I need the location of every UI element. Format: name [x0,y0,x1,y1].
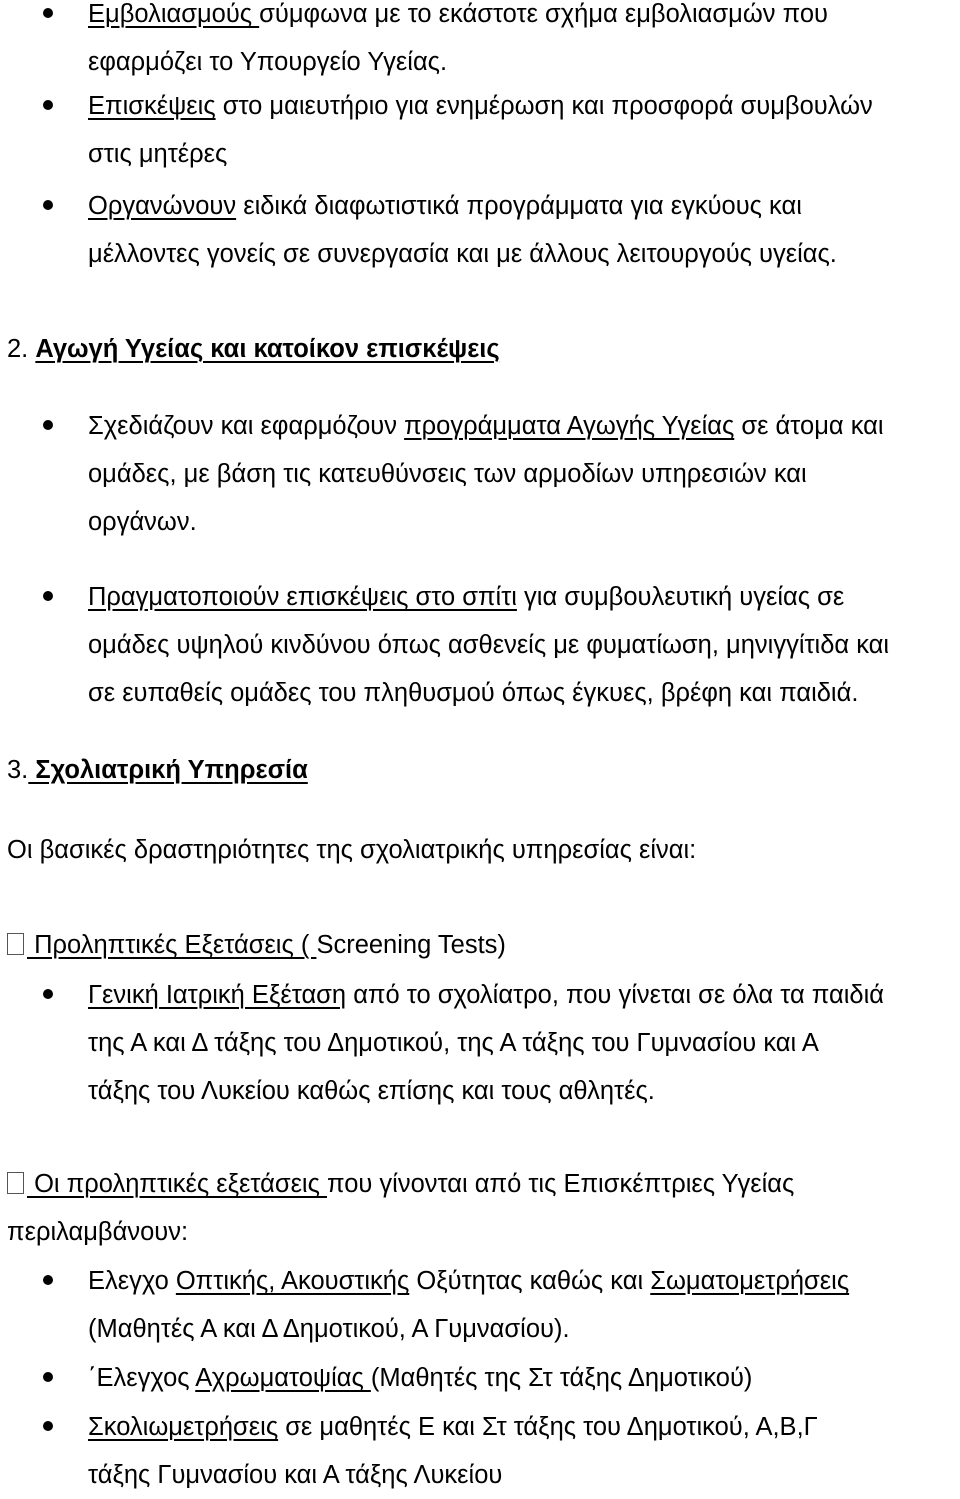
underlined-term: Γενική Ιατρική Εξέταση [88,981,347,1009]
bullet-color-blindness [88,1354,956,1402]
bullet-text-line3: τάξης του Λυκείου καθώς επίσης και τους αθλητές. [88,1077,655,1105]
bullet-dot [43,1372,53,1382]
bullet-text: Σχεδιάζουν και εφαρμόζουν [88,412,405,440]
subsection-text-line2: περιλαμβάνουν: [7,1218,189,1246]
underlined-term: Πραγματοποιούν επισκέψεις στο σπίτι [88,583,517,611]
bullet-dot [43,989,53,999]
bullet-scoliosis [88,1403,956,1499]
bullet-health-education [88,402,956,546]
bullet-text-line2: τάξης Γυμνασίου και Α τάξης Λυκείου [88,1461,503,1489]
bullet-text: Ελεγχο [88,1267,176,1295]
bullet-dot [43,1275,53,1285]
bullet-text-line2: ομάδες, με βάση τις κατευθύνσεις των αρμοδίων υπηρεσιών και [88,460,807,488]
bullet-text-line2: εφαρμόζει το Υπουργείο Υγείας. [88,48,448,76]
bullet-dot [43,100,53,110]
bullet-text: στο μαιευτήριο για ενημέρωση και προσφορά συμβουλών [215,92,873,120]
bullet-text: Οξύτητας καθώς και [409,1267,651,1295]
bullet-text: σε άτομα και [734,412,884,440]
heading-title: Αγωγή Υγείας και κατοίκον επισκέψεις [35,335,500,363]
bullet-dot [43,420,53,430]
bullet-dot [43,1421,53,1431]
section-heading-3 [7,746,957,794]
bullet-vaccinations [88,0,956,86]
heading-number: 2. [7,335,36,363]
bullet-general-exam [88,971,956,1115]
underlined-term: Οπτικής, Ακουστικής [175,1267,410,1295]
bullet-dot [43,200,53,210]
heading-title: Σχολιατρική Υπηρεσία [28,756,308,784]
subsection-screening [7,921,957,969]
bullet-text: από το σχολίατρο, που γίνεται σε όλα τα παιδιά [346,981,885,1009]
bullet-text-line2: ομάδες υψηλού κινδύνου όπως ασθενείς με φυματίωση, μηνιγγίτιδα και [88,631,890,659]
subsection-text: Screening Tests) [316,931,506,959]
bullet-text-line2: μέλλοντες γονείς σε συνεργασία και με άλλους λειτουργούς υγείας. [88,240,837,268]
bullet-text-line3: σε ευπαθείς ομάδες του πληθυσμού όπως έγκυες, βρέφη και παιδιά. [88,679,859,707]
underlined-term: Προληπτικές Εξετάσεις ( [27,931,317,959]
subsection-text: που γίνονται από τις Επισκέπτριες Υγείας [326,1170,795,1198]
section-heading-2 [7,325,957,373]
bullet-dot [43,8,53,18]
underlined-term: Οι προληπτικές εξετάσεις [27,1170,327,1198]
intro-paragraph [7,826,957,874]
subsection-preventive-exams [7,1160,957,1256]
underlined-term: Σωματομετρήσεις [650,1267,850,1295]
underlined-term: προγράμματα Αγωγής Υγείας [404,412,735,440]
bullet-text-line2: στις μητέρες [88,140,228,168]
bullet-text-line3: οργάνων. [88,508,197,536]
bullet-text-line2: (Μαθητές Α και Δ Δημοτικού, Α Γυμνασίου). [88,1315,570,1343]
intro-text: Οι βασικές δραστηριότητες της σχολιατρικής υπηρεσίας είναι: [7,836,697,864]
heading-number: 3. [7,756,29,784]
bullet-home-visits [88,573,956,717]
bullet-text: για συμβουλευτική υγείας σε [516,583,845,611]
missing-glyph-box-icon [7,1172,24,1194]
bullet-programs [88,182,956,278]
underlined-term: Εμβολιασμούς [88,0,260,28]
bullet-dot [43,591,53,601]
bullet-text: ΄Ελεγχος [88,1364,196,1392]
bullet-text: (Μαθητές της Στ τάξης Δημοτικού) [370,1364,753,1392]
bullet-text-line2: της Α και Δ τάξης του Δημοτικού, της Α τάξης του Γυμνασίου και Α [88,1029,819,1057]
underlined-term: Σκολιωμετρήσεις [88,1413,279,1441]
bullet-text: σε μαθητές Ε και Στ τάξης του Δημοτικού, Α,Β,Γ [278,1413,818,1441]
underlined-term: Επισκέψεις [88,92,216,120]
underlined-term: Οργανώνουν [88,192,237,220]
underlined-term: Αχρωματοψίας [195,1364,371,1392]
bullet-vision-hearing [88,1257,956,1353]
bullet-text: ειδικά διαφωτιστικά προγράμματα για εγκύους και [236,192,802,220]
bullet-maternity-visits [88,82,956,178]
bullet-text: σύμφωνα με το εκάστοτε σχήμα εμβολιασμών που [259,0,828,28]
missing-glyph-box-icon [7,933,24,955]
